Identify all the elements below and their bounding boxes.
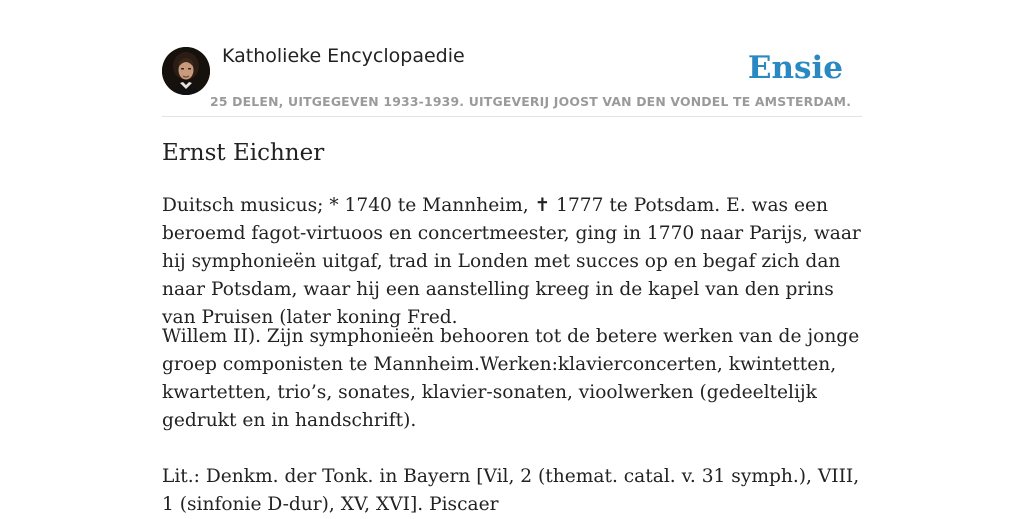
source-header xyxy=(162,0,862,117)
source-subtitle: 25 DELEN, UITGEGEVEN 1933-1939. UITGEVERIJ JOOST VAN DEN VONDEL TE AMSTERDAM. xyxy=(210,94,852,109)
entry-paragraph: Willem II). Zijn symphonieën behooren tot de betere werken van de jonge groep componisten te Mannheim.Werken:klavierconcerten, kwintetten, kwartetten, trio’s, sonates, klavier-sonaten, vioolwerken (gedeeltelijk gedrukt en in handschrift). xyxy=(162,326,860,431)
entry-paragraph: Duitsch musicus; * 1740 te Mannheim, ✝ 1777 te Potsdam. E. was een beroemd fagot-virtuoos en concertmeester, ging in 1770 naar Parijs, waar hij symphonieën uitgaf, trad in Londen met succes op en begaf zich dan naar Potsdam, waar hij een aanstelling kreeg in de kapel van den prins van Pruisen (later koning Fred. xyxy=(162,195,861,328)
portrait-avatar[interactable] xyxy=(162,47,210,95)
entry-paragraph: Lit.: Denkm. der Tonk. in Bayern [Vil, 2 (themat. catal. v. 31 symph.), VIII, 1 (sinfonie D-dur), XV, XVI]. Piscaer xyxy=(162,466,860,515)
source-title[interactable]: Katholieke Encyclopaedie xyxy=(222,45,465,67)
entry-title: Ernst Eichner xyxy=(162,140,325,166)
page xyxy=(162,0,862,515)
portrait-icon xyxy=(162,47,210,95)
brand-logo-link[interactable]: Ensie xyxy=(747,50,843,86)
